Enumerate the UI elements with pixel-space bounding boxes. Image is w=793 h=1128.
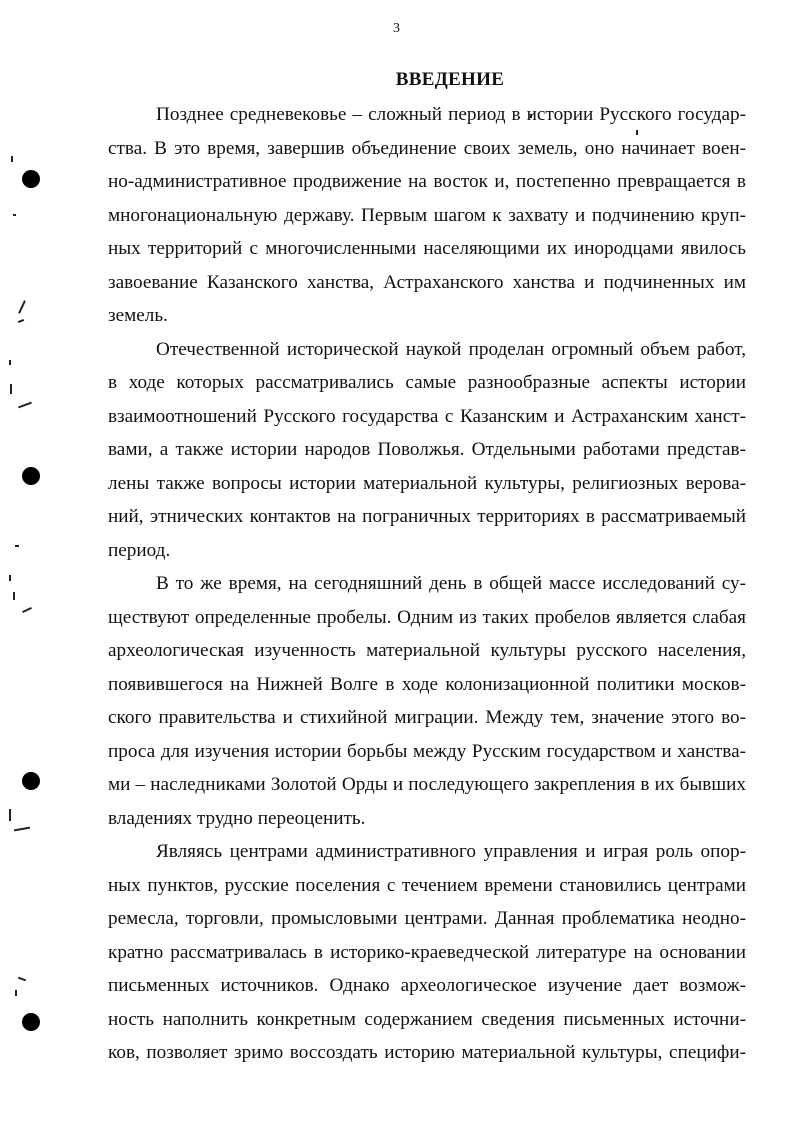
text-line: Отечественной исторической наукой проделан огромный объем работ, <box>156 338 746 360</box>
text-line: В то же время, на сегодняшний день в общей массе исследований су- <box>156 573 746 594</box>
scan-speck <box>15 545 19 547</box>
text-line: ность наполнить конкретным содержанием сведения письменных источни- <box>108 1008 746 1030</box>
scan-speck <box>18 319 24 323</box>
text-line: письменных источников. Однако археологическое изучение дает возмож- <box>108 975 746 996</box>
page-number: 3 <box>393 21 400 36</box>
scan-speck <box>18 300 26 314</box>
scan-speck <box>15 990 17 996</box>
text-line: ми – наследниками Золотой Орды и последующего закрепления в их бывших <box>108 774 746 795</box>
scan-speck <box>11 156 13 162</box>
text-line: земель. <box>108 305 168 326</box>
text-line: завоевание Казанского ханства, Астраханского ханства и подчиненных им <box>108 271 746 293</box>
text-line: проса для изучения истории борьбы между Русским государством и ханства- <box>108 740 746 762</box>
scan-speck <box>10 384 12 394</box>
page-title: ВВЕДЕНИЕ <box>395 69 505 90</box>
scan-speck <box>9 575 11 581</box>
text-line: но-административное продвижение на восток и, постепенно превращается в <box>108 171 746 192</box>
scan-speck <box>13 592 15 600</box>
text-line: археологическая изученность материальной культуры русского населения, <box>108 640 746 661</box>
text-line: ществуют определенные пробелы. Одним из таких пробелов является слабая <box>108 606 746 628</box>
text-line: ского правительства и стихийной миграции. Между тем, значение этого во- <box>108 707 746 728</box>
paragraph <box>108 567 746 835</box>
scan-speck <box>9 809 11 821</box>
paragraph <box>108 333 746 568</box>
text-line: вами, а также истории народов Поволжья. Отдельными работами представ- <box>108 439 746 460</box>
scan-speck <box>18 402 32 409</box>
text-line: взаимоотношений Русского государства с Казанским и Астраханским ханст- <box>108 405 746 427</box>
text-line: ков, позволяет зримо воссоздать историю материальной культуры, специфи- <box>108 1042 746 1063</box>
scan-speck <box>9 360 11 365</box>
paragraph <box>108 835 746 1070</box>
text-line: появившегося на Нижней Волге в ходе колонизационной политики москов- <box>108 673 746 695</box>
text-line: ний, этнических контактов на пограничных территориях в рассматриваемый <box>108 506 746 527</box>
scan-speck <box>22 607 32 613</box>
text-line: Являясь центрами административного управления и играя роль опор- <box>156 841 746 862</box>
scan-speck <box>18 977 26 982</box>
scan-speck <box>14 827 30 832</box>
paragraph <box>108 98 746 333</box>
text-line: лены также вопросы истории материальной культуры, религиозных верова- <box>108 472 746 494</box>
binder-hole <box>22 467 40 485</box>
text-line: владениях трудно переоценить. <box>108 807 366 829</box>
text-line: ных пунктов, русские поселения с течением времени становились центрами <box>108 874 746 896</box>
body-text <box>108 98 746 1070</box>
text-line: многонациональную державу. Первым шагом к захвату и подчинению круп- <box>108 204 746 226</box>
text-line: кратно рассматривалась в историко-краеведческой литературе на основании <box>108 941 746 963</box>
scan-speck <box>13 214 16 216</box>
text-line: Позднее средневековье – сложный период в истории Русского государ- <box>156 104 746 125</box>
text-line: ремесла, торговли, промысловыми центрами. Данная проблематика неодно- <box>108 908 746 929</box>
text-line: ных территорий с многочисленными населяющими их инородцами явилось <box>108 238 746 259</box>
binder-hole <box>22 170 40 188</box>
text-line: ства. В это время, завершив объединение своих земель, оно начинает воен- <box>108 137 746 159</box>
binder-hole <box>22 1013 40 1031</box>
text-line: период. <box>108 539 171 561</box>
binder-hole <box>22 772 40 790</box>
text-line: в ходе которых рассматривались самые разнообразные аспекты истории <box>108 372 746 393</box>
